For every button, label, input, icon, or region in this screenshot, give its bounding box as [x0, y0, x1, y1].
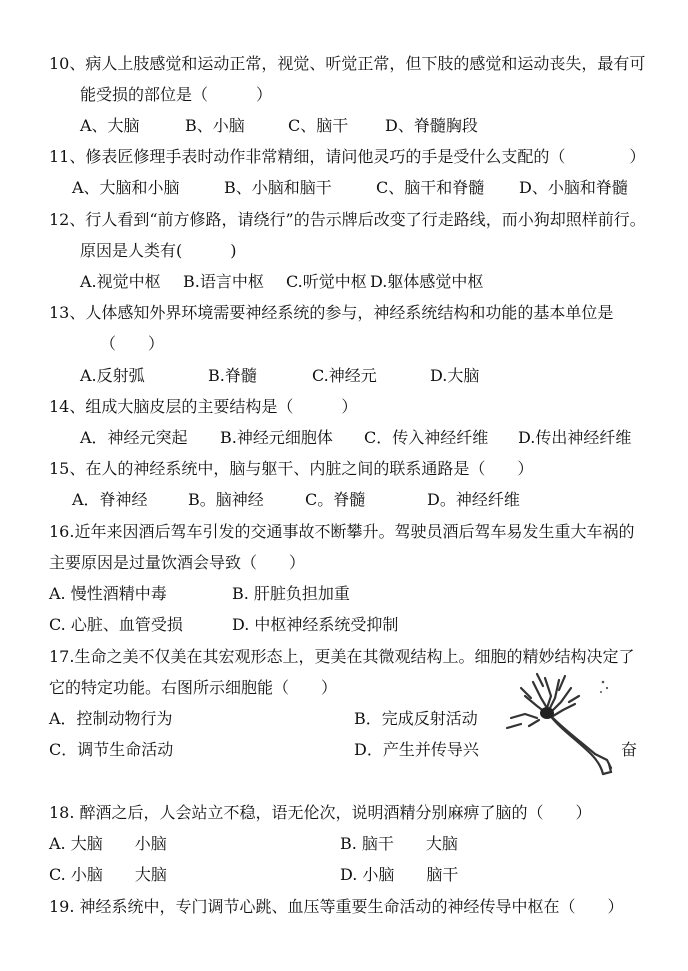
question-11-option-d: D、小脑和脊髓: [519, 178, 628, 197]
question-10-option-b: B、小脑: [185, 116, 245, 135]
question-16-option-d: D. 中枢神经系统受抑制: [232, 615, 399, 634]
question-13-option-a: A.反射弧: [80, 366, 145, 385]
question-12-option-a: A.视觉中枢: [80, 272, 161, 291]
question-11-option-b: B、小脑和脑干: [224, 178, 332, 197]
question-13-option-d: D.大脑: [430, 366, 480, 385]
question-14-stem: 14、组成大脑皮层的主要结构是（ ）: [49, 397, 358, 416]
question-13-option-c: C.神经元: [312, 366, 377, 385]
question-14-option-a: A．神经元突起: [80, 428, 188, 447]
question-18-option-c: C. 小脑 大脑: [49, 865, 167, 884]
question-12-stem: 12、行人看到“前方修路，请绕行”的告示牌后改变了行走路线，而小狗却照样前行。: [49, 210, 646, 229]
question-18-option-b: B. 脑干 大脑: [340, 834, 458, 853]
question-14-option-c: C．传入神经纤维: [364, 428, 489, 447]
question-17-stem-cont: 它的特定功能。右图所示细胞能（ ）: [49, 678, 338, 697]
question-18-option-a: A. 大脑 小脑: [49, 834, 167, 853]
cell-body: [540, 707, 554, 719]
question-17-option-c: C．调节生命活动: [49, 740, 174, 759]
question-18-stem: 18. 醉酒之后，人会站立不稳，语无伦次，说明酒精分别麻痹了脑的（ ）: [49, 803, 592, 822]
question-16-option-c: C. 心脏、血管受损: [49, 615, 183, 634]
question-17-option-d: D．产生并传导兴: [354, 740, 479, 759]
question-13-stem-cont: （ ）: [100, 334, 165, 353]
question-16-option-b: B. 肝脏负担加重: [232, 584, 350, 603]
question-17-option-b: B．完成反射活动: [354, 709, 478, 728]
question-13-stem: 13、人体感知外界环境需要神经系统的参与，神经系统结构和功能的基本单位是: [49, 303, 614, 322]
question-17-option-a: A．控制动物行为: [49, 709, 173, 728]
question-15-option-a: A．脊神经: [72, 490, 148, 509]
question-10-stem-cont: 能受损的部位是（ ）: [80, 85, 273, 104]
question-17-option-d-tail: 奋: [621, 740, 638, 759]
question-15-option-d: D。神经纤维: [427, 490, 520, 509]
question-12-stem-cont: 原因是人类有( ): [80, 241, 237, 260]
question-12-option-b: B.语言中枢: [183, 272, 264, 291]
question-12-option-c: C.听觉中枢: [286, 272, 367, 291]
question-10-option-d: D、脊髓胸段: [385, 116, 478, 135]
question-11-option-a: A、大脑和小脑: [72, 178, 180, 197]
neuron-figure: [485, 668, 625, 780]
question-16-stem-cont: 主要原因是过量饮酒会导致（ ）: [49, 553, 306, 572]
question-15-stem: 15、在人的神经系统中，脑与躯干、内脏之间的联系通路是（ ）: [49, 459, 534, 478]
question-13-option-b: B.脊髓: [208, 366, 257, 385]
question-10-stem: 10、病人上肢感觉和运动正常，视觉、听觉正常，但下肢的感觉和运动丧失，最有可: [49, 54, 646, 73]
question-11-stem: 11、修表匠修理手表时动作非常精细，请问他灵巧的手是受什么支配的（ ）: [49, 147, 646, 166]
question-14-option-d: D.传出神经纤维: [518, 428, 632, 447]
question-15-option-c: C。脊髓: [305, 490, 366, 509]
question-12-option-d: D.躯体感觉中枢: [370, 272, 484, 291]
question-19-stem: 19. 神经系统中，专门调节心跳、血压等重要生命活动的神经传导中枢在（ ）: [49, 897, 624, 916]
question-11-option-c: C、脑干和脊髓: [376, 178, 485, 197]
question-16-option-a: A. 慢性酒精中毒: [49, 584, 167, 603]
question-18-option-d: D. 小脑 脑干: [340, 865, 459, 884]
question-10-option-a: A、大脑: [80, 116, 140, 135]
question-14-option-b: B.神经元细胞体: [220, 428, 333, 447]
question-16-stem: 16.近年来因酒后驾车引发的交通事故不断攀升。驾驶员酒后驾车易发生重大车祸的: [49, 522, 635, 541]
question-17-stem: 17.生命之美不仅美在其宏观形态上，更美在其微观结构上。细胞的精妙结构决定了: [49, 647, 635, 666]
question-15-option-b: B。脑神经: [188, 490, 264, 509]
question-10-option-c: C、脑干: [288, 116, 349, 135]
